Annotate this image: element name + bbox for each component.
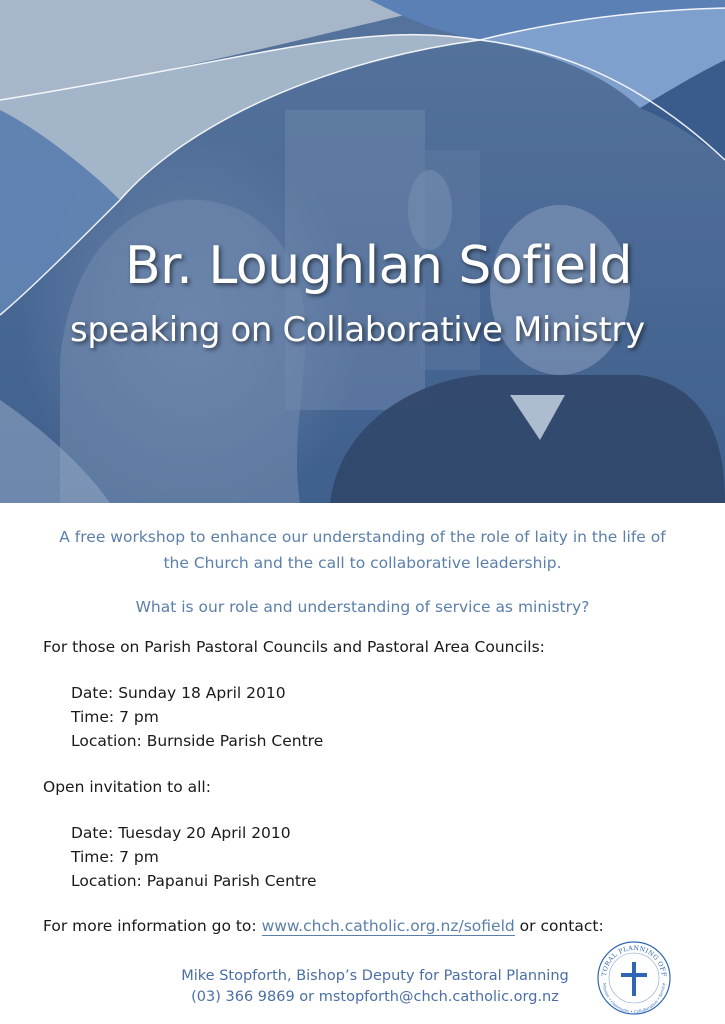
session-2-heading: Open invitation to all: xyxy=(43,778,211,796)
contact-block xyxy=(150,966,600,1008)
more-info-line xyxy=(43,915,604,937)
header-banner xyxy=(0,0,725,503)
more-info-prefix: For more information go to: xyxy=(43,917,262,935)
pastoral-planning-office-logo xyxy=(594,938,674,1018)
page-subtitle: speaking on Collaborative Ministry xyxy=(70,310,645,350)
session-1-date: Date: Sunday 18 April 2010 xyxy=(71,684,286,702)
intro-question: What is our role and understanding of service as ministry? xyxy=(135,598,590,616)
sofield-link[interactable]: www.chch.catholic.org.nz/sofield xyxy=(261,917,515,935)
logo-ring-text: TORAL PLANNING OFF xyxy=(601,944,668,978)
session-2-location: Location: Papanui Parish Centre xyxy=(71,872,317,890)
more-info-suffix: or contact: xyxy=(514,917,604,935)
logo-graphic xyxy=(594,938,674,1018)
session-1-time: Time: 7 pm xyxy=(71,708,159,726)
intro-paragraph xyxy=(30,524,695,576)
session-1-details xyxy=(71,681,323,753)
contact-name: Mike Stopforth, Bishop’s Deputy for Pastoral Planning xyxy=(181,968,569,984)
intro-line-2: the Church and the call to collaborative leadership. xyxy=(163,554,562,572)
session-2-date: Date: Tuesday 20 April 2010 xyxy=(71,824,291,842)
page-title: Br. Loughlan Sofield xyxy=(125,236,632,296)
session-1-location: Location: Burnside Parish Centre xyxy=(71,732,324,750)
session-2-details xyxy=(71,821,317,893)
session-2-time: Time: 7 pm xyxy=(71,848,159,866)
intro-line-1: A free workshop to enhance our understanding of the role of laity in the life of xyxy=(59,528,666,546)
session-1-heading: For those on Parish Pastoral Councils and Pastoral Area Councils: xyxy=(43,638,545,656)
contact-details: (03) 366 9869 or mstopforth@chch.catholic.org.nz xyxy=(191,989,559,1005)
logo-bottom-text: Mission • Communio • Collaboration • Service xyxy=(601,982,667,1015)
